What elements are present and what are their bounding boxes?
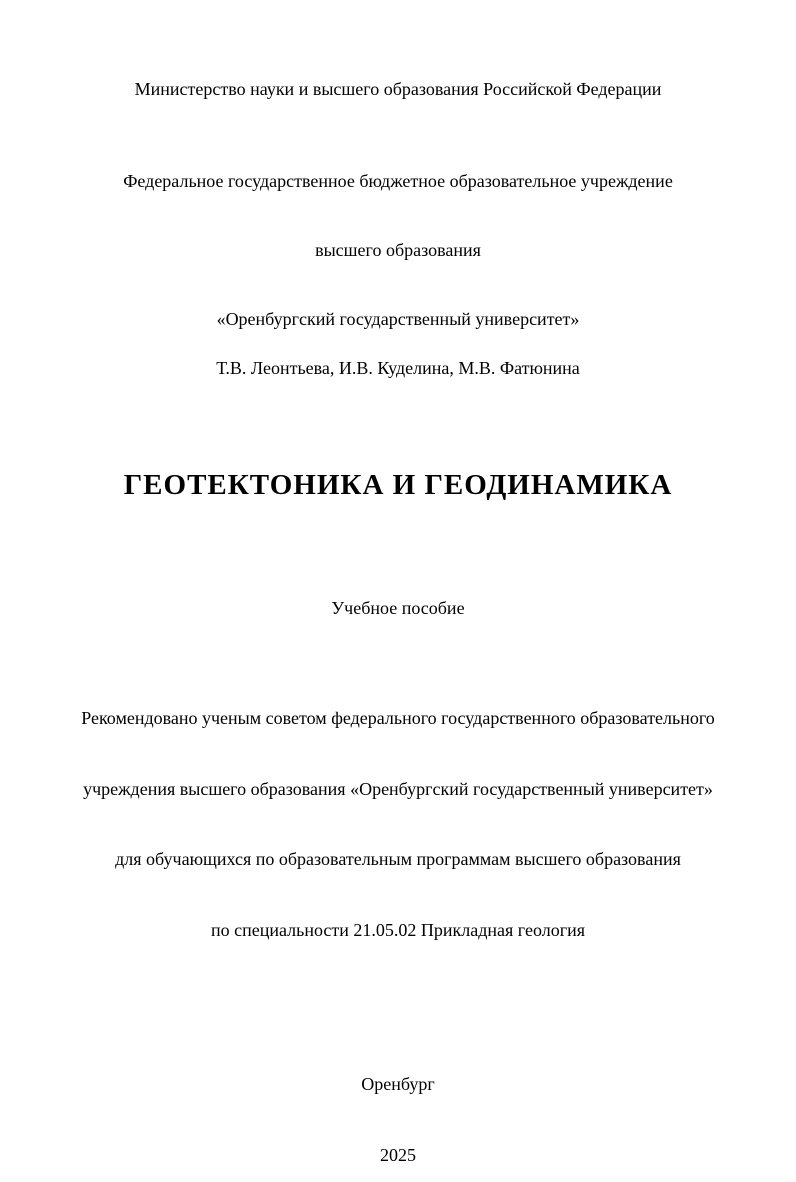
recommendation-line-2: учреждения высшего образования «Оренбургский государственный университет» [83,778,713,799]
book-title: ГЕОТЕКТОНИКА И ГЕОДИНАМИКА [123,469,673,501]
institution-line-3: «Оренбургский государственный университет» [216,309,580,329]
imprint-city: Оренбург [361,1074,435,1094]
recommendation-line-1: Рекомендовано ученым советом федерального государственного образовательного [81,708,715,728]
subtitle: Учебное пособие [331,598,465,618]
institution-line-1: Федеральное государственное бюджетное образовательное учреждение [123,171,673,191]
imprint-year: 2025 [380,1144,416,1165]
recommendation-line-3: для обучающихся по образовательным программам высшего образования [115,849,681,869]
authors-line: Т.В. Леонтьева, И.В. Куделина, М.В. Фатюнина [216,358,580,378]
recommendation-line-4: по специальности 21.05.02 Прикладная геология [210,919,585,940]
institution-block [0,124,796,377]
imprint-block [0,1026,796,1182]
recommendation-block [0,660,796,989]
ministry-line: Министерство науки и высшего образования Российской Федерации [134,79,662,99]
institution-line-2: высшего образования [315,240,481,260]
